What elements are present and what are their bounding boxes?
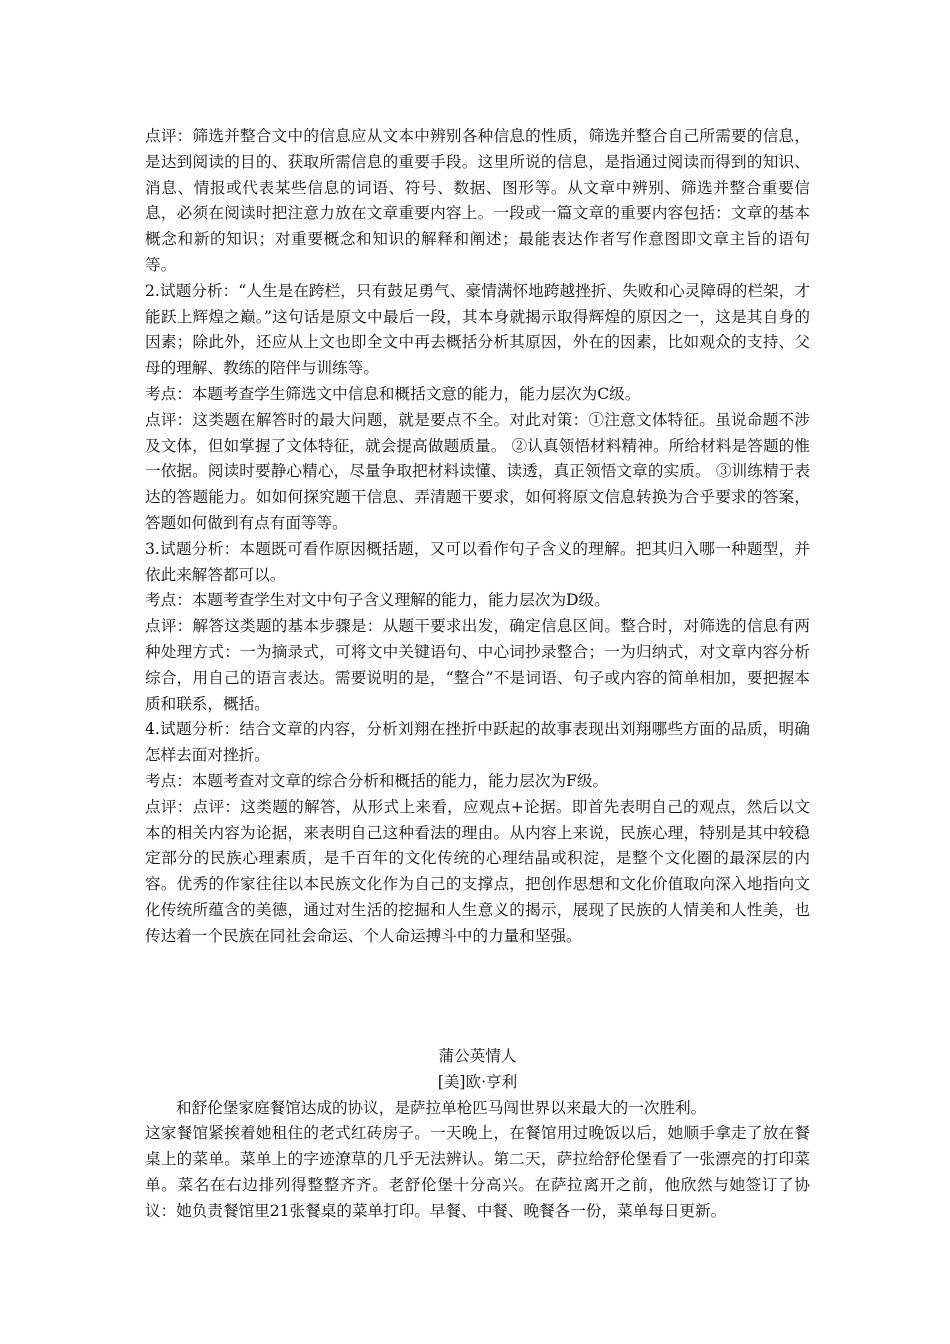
question-2-analysis: 2.试题分析：“人生是在跨栏，只有鼓足勇气、豪情满怀地跨越挫折、失败和心灵障碍的栏架，才能跃上辉煌之巅。”这句话是原文中最后一段，其本身就揭示取得辉煌的原因之一，这是其自身的因素；除此外，还应从上文也即全文中再去概括分析其原因，外在的因素，比如观众的支持、父母的理解、教练的陪伴与训练等。	[145, 281, 810, 378]
story-author: [美]欧·亨利	[437, 1072, 518, 1091]
question-3-comment: 点评：解答这类题的基本步骤是：从题干要求出发，确定信息区间。整合时，对筛选的信息有两种处理方式：一为摘录式，可将文中关键语句、中心词抄录整合；一为归纳式，对文章内容分析综合，用自己的语言表达。需要说明的是，“整合”不是词语、句子或内容的简单相加，要把握本质和联系，概括。	[145, 617, 810, 713]
question-3-analysis: 3.试题分析：本题既可看作原因概括题，又可以看作句子含义的理解。把其归入哪一种题型，并依此来解答都可以。	[145, 539, 810, 584]
story-body: 这家餐馆紧挨着她租住的老式红砖房子。一天晚上，在餐馆用过晚饭以后，她顺手拿走了放在餐桌上的菜单。菜单上的字迹潦草的几乎无法辨认。第二天，萨拉给舒伦堡看了一张漂亮的打印菜单。菜名在右边排列得整整齐齐。老舒伦堡十分高兴。在萨拉离开之前，他欣然与她签订了协议：她负责餐馆里21张餐桌的菜单打印。早餐、中餐、晚餐各一份，菜单每日更新。	[145, 1124, 810, 1220]
comment-paragraph-1: 点评：筛选并整合文中的信息应从文本中辨别各种信息的性质，筛选并整合自己所需要的信息，是达到阅读的目的、获取所需信息的重要手段。这里所说的信息，是指通过阅读而得到的知识、消息、情报或代表某些信息的词语、符号、数据、图形等。从文章中辨别、筛选并整合重要信息，必须在阅读时把注意力放在文章重要内容上。一段或一篇文章的重要内容包括：文章的基本概念和新的知识；对重要概念和知识的解释和阐述；最能表达作者写作意图即文章主旨的语句等。	[145, 127, 810, 274]
story-first-line: 和舒伦堡家庭餐馆达成的协议，是萨拉单枪匹马闯世界以来最大的一次胜利。	[176, 1098, 707, 1117]
analysis-section	[145, 124, 810, 950]
question-4-exam-point: 考点：本题考查对文章的综合分析和概括的能力，能力层次为F级。	[145, 771, 609, 790]
question-4-comment: 点评：点评：这类题的解答，从形式上来看，应观点+论据。即首先表明自己的观点，然后以文本的相关内容为论据，来表明自己这种看法的理由。从内容上来说，民族心理，特别是其中较稳定部分的民族心理素质，是千百年的文化传统的心理结晶或积淀，是整个文化圈的最深层的内容。优秀的作家往往以本民族文化作为自己的支撑点，把创作思想和文化价值取向深入地指向文化传统所蕴含的美德，通过对生活的挖掘和人生意义的揭示，展现了民族的人情美和人性美，也传达着一个民族在同社会命运、个人命运搏斗中的力量和坚强。	[145, 797, 810, 945]
story-title: 蒲公英情人	[438, 1047, 517, 1065]
question-2-exam-point: 考点：本题考查学生筛选文中信息和概括文意的能力，能力层次为C级。	[145, 384, 641, 403]
story-section	[145, 1044, 810, 1225]
question-4-analysis: 4.试题分析：结合文章的内容，分析刘翔在挫折中跃起的故事表现出刘翔哪些方面的品质，明确怎样去面对挫折。	[145, 720, 810, 765]
question-2-comment: 点评：这类题在解答时的最大问题，就是要点不全。对此对策：①注意文体特征。虽说命题不涉及文体，但如掌握了文体特征，就会提高做题质量。 ②认真领悟材料精神。所给材料是答题的惟一依据。阅读时要静心精心，尽量争取把材料读懂、读透，真正领悟文章的实质。 ③训练精于表达的答题能力。如如何探究题干信息、弄清题干要求，如何将原文信息转换为合乎要求的答案，答题如何做到有点有面等等。	[145, 410, 810, 532]
question-3-exam-point: 考点：本题考查学生对文中句子含义理解的能力，能力层次为D级。	[145, 591, 610, 610]
